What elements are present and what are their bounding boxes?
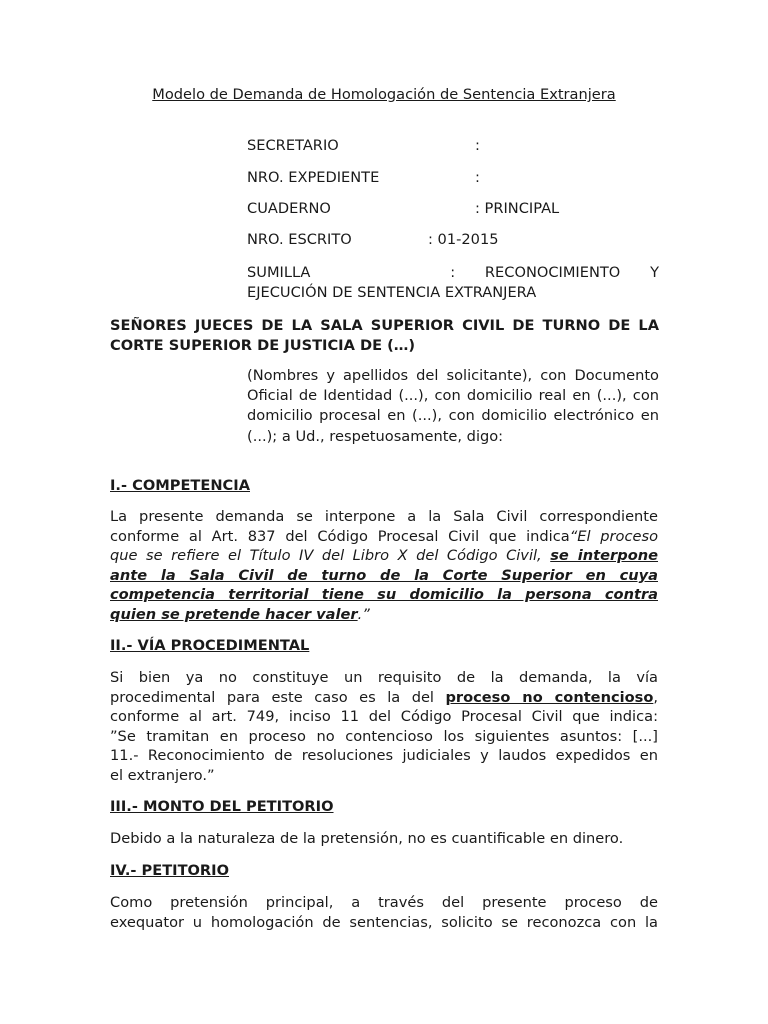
escrito-row bbox=[247, 230, 659, 250]
secretario-colon: : bbox=[475, 137, 480, 154]
petitorio-paragraph bbox=[110, 893, 658, 932]
via-paragraph bbox=[110, 668, 658, 786]
heading-competencia: I.- COMPETENCIA bbox=[110, 477, 250, 494]
sumilla-block bbox=[247, 263, 659, 302]
competencia-line-4: ante la Sala Civil de turno de la Corte Superior en cuya bbox=[110, 566, 658, 584]
sumilla-line-2: EJECUCIÓN DE SENTENCIA EXTRANJERA bbox=[247, 283, 537, 301]
expediente-colon: : bbox=[475, 169, 480, 186]
competencia-quote-end: .” bbox=[357, 605, 370, 623]
competencia-emphasis: se interpone bbox=[550, 547, 659, 565]
cuaderno-row bbox=[247, 199, 659, 219]
secretario-label: SECRETARIO bbox=[247, 137, 339, 154]
via-text: procedimental para este caso es la del bbox=[110, 688, 446, 706]
competencia-paragraph bbox=[110, 507, 658, 625]
via-line-4: ”Se tramitan en proceso no contencioso los siguientes asuntos: [...] bbox=[110, 727, 658, 745]
cuaderno-label: CUADERNO bbox=[247, 200, 331, 217]
competencia-quote: “El proceso bbox=[569, 527, 659, 545]
heading-petitorio: IV.- PETITORIO bbox=[110, 862, 230, 879]
via-line-6: el extranjero.” bbox=[110, 766, 215, 784]
competencia-text: conforme al Art. 837 del Código Procesal Civil que indica bbox=[110, 527, 570, 545]
addressee: SEÑORES JUECES DE LA SALA SUPERIOR CIVIL DE TURNO DE LA CORTE SUPERIOR DE JUSTICIA DE (…) bbox=[110, 317, 659, 354]
expediente-label: NRO. EXPEDIENTE bbox=[247, 169, 380, 186]
competencia-emphasis: quien se pretende hacer valer bbox=[110, 605, 358, 623]
competencia-quote: que se refiere el Título IV del Libro X del Código Civil, bbox=[110, 547, 551, 565]
via-line-1: Si bien ya no constituye un requisito de la demanda, la vía bbox=[110, 669, 658, 686]
via-text: , bbox=[653, 688, 659, 706]
heading-monto-petitorio: III.- MONTO DEL PETITORIO bbox=[110, 798, 334, 815]
competencia-line-1: La presente demanda se interpone a la Sala Civil correspondiente bbox=[110, 508, 658, 525]
petitorio-line-2: exequator u homologación de sentencias, solicito se reconozca con la bbox=[110, 913, 658, 931]
sumilla-colon: : bbox=[450, 264, 456, 281]
escrito-label: NRO. ESCRITO bbox=[247, 231, 352, 248]
petitorio-line-1: Como pretensión principal, a través del presente proceso de bbox=[110, 894, 658, 911]
sumilla-word-1: RECONOCIMIENTO bbox=[484, 264, 621, 281]
secretario-row bbox=[247, 136, 659, 156]
document-title: Modelo de Demanda de Homologación de Sentencia Extranjera bbox=[152, 86, 616, 103]
via-line-3: conforme al art. 749, inciso 11 del Código Procesal Civil que indica: bbox=[110, 708, 658, 726]
via-emphasis: proceso no contencioso bbox=[445, 688, 654, 706]
competencia-line-2 bbox=[110, 527, 658, 547]
sumilla-word-2: Y bbox=[650, 264, 659, 281]
competencia-line-6 bbox=[110, 605, 658, 625]
escrito-value: : 01-2015 bbox=[428, 231, 499, 248]
intro-paragraph: (Nombres y apellidos del solicitante), con Documento Oficial de Identidad (...), con domicilio real en (...), con domicilio procesal en (...), con domicilio electrónico en (...); a Ud., respetuosamente, digo: bbox=[247, 367, 659, 445]
cuaderno-value: : PRINCIPAL bbox=[475, 200, 560, 217]
sumilla-label: SUMILLA bbox=[247, 264, 311, 281]
via-line-2 bbox=[110, 688, 658, 708]
competencia-line-3 bbox=[110, 546, 658, 566]
heading-via-procedimental: II.- VÍA PROCEDIMENTAL bbox=[110, 637, 310, 654]
monto-line-1: Debido a la naturaleza de la pretensión, no es cuantificable en dinero. bbox=[110, 830, 624, 847]
via-line-5: 11.- Reconocimiento de resoluciones judiciales y laudos expedidos en bbox=[110, 747, 658, 765]
expediente-row bbox=[247, 168, 659, 188]
monto-paragraph bbox=[110, 829, 658, 849]
competencia-line-5: competencia territorial tiene su domicilio la persona contra bbox=[110, 586, 658, 604]
